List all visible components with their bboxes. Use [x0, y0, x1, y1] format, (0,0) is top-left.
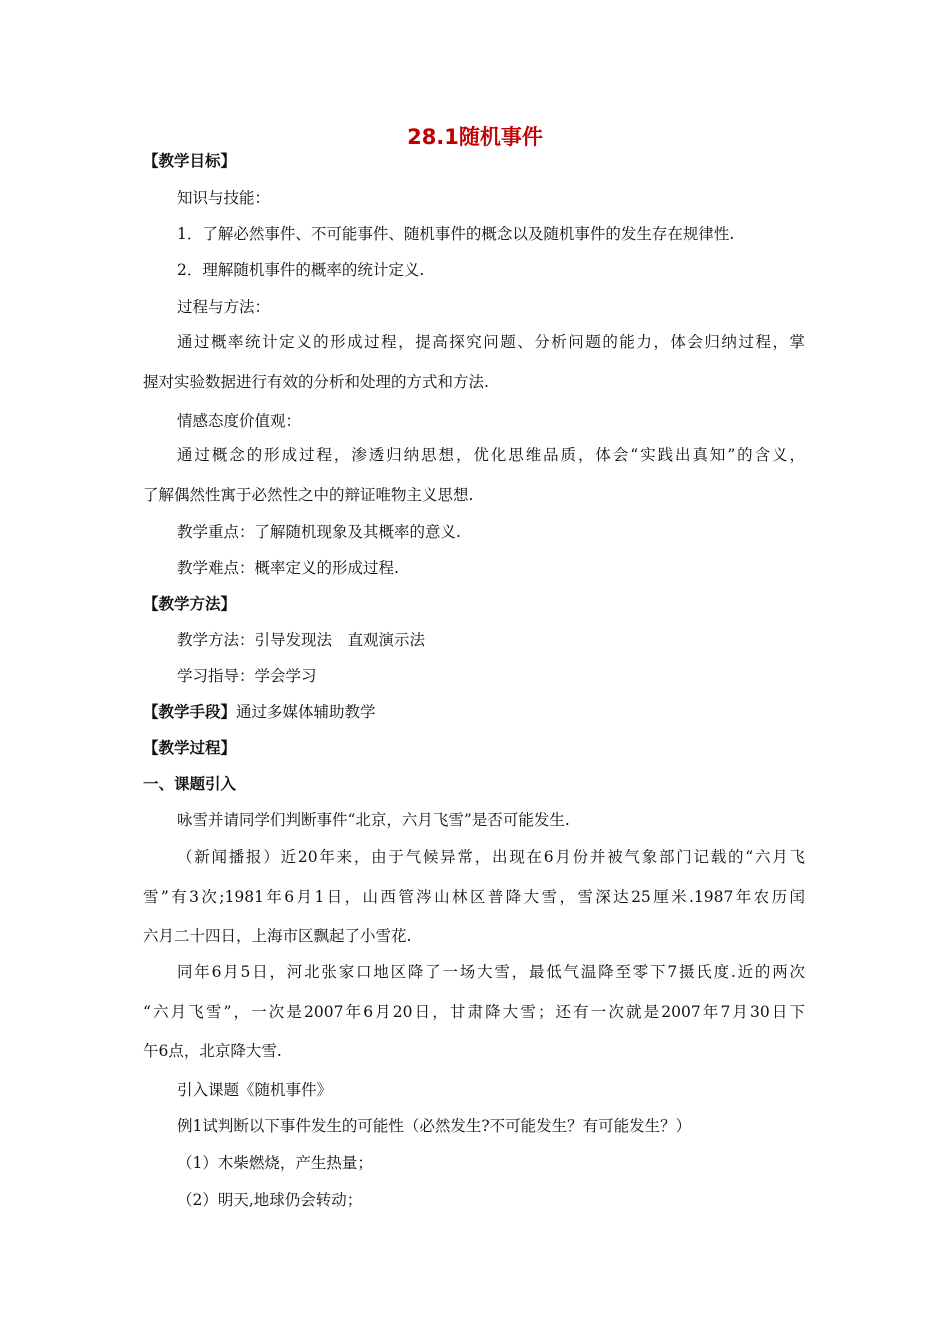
goal-item-1: 1．了解必然事件、不可能事件、随机事件的概念以及随机事件的发生存在规律性. [177, 225, 735, 243]
section-heading-means: 【教学手段】 [143, 703, 237, 721]
emotion-paragraph-line-1: 通过概念的形成过程，渗透归纳思想，优化思维品质，体会“实践出真知”的含义， [177, 446, 805, 464]
example-1: 例1试判断以下事件发生的可能性（必然发生?不可能发生？有可能发生？） [177, 1117, 692, 1135]
news-line-1: （新闻播报）近20年来，由于气候异常，出现在6月份并被气象部门记载的“六月飞 [177, 848, 805, 866]
news2-line-3: 午6点，北京降大雪. [143, 1042, 282, 1060]
section-heading-method: 【教学方法】 [143, 595, 237, 613]
section-heading-goals: 【教学目标】 [143, 152, 237, 170]
emotion-paragraph-line-2: 了解偶然性寓于必然性之中的辩证唯物主义思想. [143, 486, 474, 504]
intro-heading: 一、课题引入 [143, 775, 237, 793]
method-text: 教学方法：引导发现法 直观演示法 [177, 631, 426, 649]
process-paragraph-line-1: 通过概率统计定义的形成过程，提高探究问题、分析问题的能力，体会归纳过程，掌 [177, 333, 805, 351]
section-heading-process: 【教学过程】 [143, 739, 237, 757]
news-line-3: 六月二十四日，上海市区飘起了小雪花. [143, 927, 412, 945]
news2-line-1: 同年6月5日，河北张家口地区降了一场大雪，最低气温降至零下7摄氏度.近的两次 [177, 963, 805, 981]
example-item-2: （2）明天,地球仍会转动； [177, 1191, 363, 1209]
key-point: 教学重点：了解随机现象及其概率的意义. [177, 523, 461, 541]
goal-item-2: 2．理解随机事件的概率的统计定义. [177, 261, 425, 279]
process-label: 过程与方法： [177, 298, 271, 316]
page-title: 28.1随机事件 [407, 125, 543, 149]
guide-text: 学习指导：学会学习 [177, 667, 317, 685]
means-line [143, 701, 376, 723]
means-text: 通过多媒体辅助教学 [236, 703, 376, 721]
knowledge-label: 知识与技能： [177, 189, 271, 207]
emotion-label: 情感态度价值观： [177, 412, 302, 430]
lead-in: 引入课题《随机事件》 [177, 1081, 333, 1099]
intro-paragraph: 咏雪并请同学们判断事件“北京，六月飞雪”是否可能发生. [177, 811, 570, 829]
news2-line-2: “六月飞雪”，一次是2007年6月20日，甘肃降大雪；还有一次就是2007年7月30日下 [143, 1003, 805, 1021]
news-line-2: 雪”有3次;1981年6月1日，山西管涔山林区普降大雪，雪深达25厘米.1987年农历闰 [143, 888, 805, 906]
example-item-1: （1）木柴燃烧，产生热量； [177, 1154, 373, 1172]
difficulty: 教学难点：概率定义的形成过程. [177, 559, 399, 577]
process-paragraph-line-2: 握对实验数据进行有效的分析和处理的方式和方法. [143, 373, 489, 391]
